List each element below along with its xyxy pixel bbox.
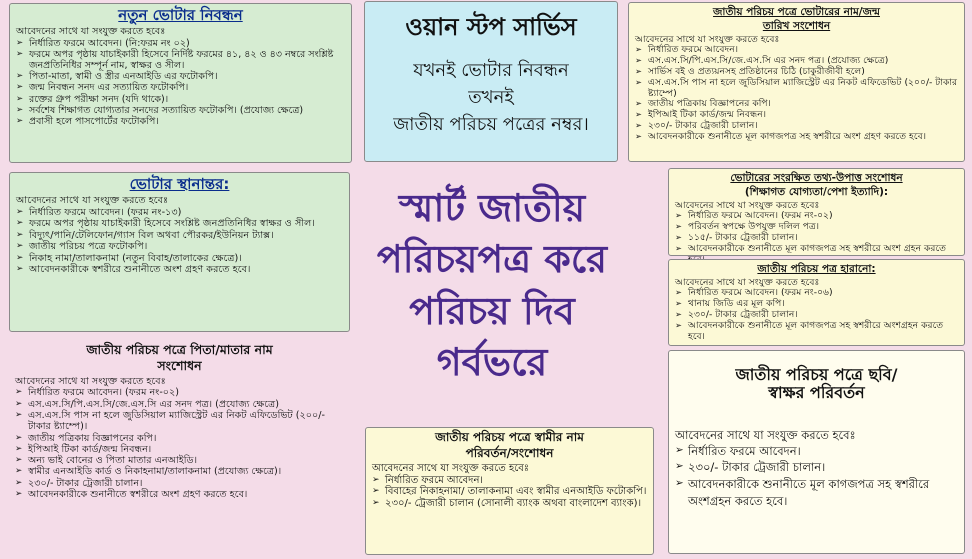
list-item: ➢ এস.এস.সি পাস না হলে জুডিসিয়াল ম্যাজিস্ট্রেট এর নিকট এফিডেভিট (২০০/-টাকার ষ্ট্যাম্পে)। [15,410,344,433]
list-item: ➢ আবেদনকারীকে শুনানীতে মূল কাগজপত্র সহ স্বশরীরে অংশগ্রহন করতে হবে। [675,321,958,343]
list-item: ➢ এস.এস.সি/পি.এস.সি/জে.এস.সি এর সনদ পত্র। (প্রযোজ্য ক্ষেত্রে) [635,56,958,67]
education-correction-box [668,168,965,256]
list-item: ➢ নির্ধারিত ফরমে আবেদন। [372,475,647,487]
list-item: ➢ ইপিআই টিকা কার্ড/জন্ম নিবন্ধন। [15,444,344,455]
list-item: ➢ এস.এস.সি/পি.এস.সি/জে.এস.সি এর সনদ পত্র। (প্রযোজ্য ক্ষেত্রে) [15,399,344,410]
list-item: ➢ পরিবর্তন স্বপক্ষে উপযুক্ত দলিল পত্র। [675,222,958,233]
list-item: ➢ এস.এস.সি পাস না হলে জুডিসিয়াল ম্যাজিস্ট্রেট এর নিকট এফিডেভিট (২০০/- টাকার ষ্ট্যাম্পে) [635,78,958,100]
slogan-line: পরিচয় দিব [409,288,575,333]
voter-transfer-intro: আবেদনের সাথে যা সংযুক্ত করতে হবেঃ [16,195,169,207]
new-voter-registration-box [9,3,352,163]
list-item: ➢ রক্তের গ্রুপ পরীক্ষা সনদ (যদি থাকে)। [16,94,345,105]
name-dob-intro: আবেদনের সাথে যা সংযুক্ত করতে হবেঃ [635,34,780,46]
list-item: ➢ ১১৫/- টাকার ট্রেজারী চালান। [675,233,958,244]
list-item: ➢ ২৩০/- টাকার ট্রেজারী চালান। [675,310,958,321]
parent-name-title-line1: জাতীয় পরিচয় পত্রে পিতা/মাতার নাম [86,342,273,357]
list-item: ➢ নির্ধারিত ফরমে আবেদন। (ফরম নং-০২) [675,211,958,222]
photo-sign-title-line1: জাতীয় পরিচয় পত্রে ছবি/ [735,365,898,384]
list-item: ➢ স্বামীর এনআইডি কার্ড ও নিকাহনামা/তালাকনামা (প্রযোজ্য ক্ষেত্রে)। [15,466,344,477]
list-item: ➢ আবেদনকারীকে স্বশরীরে শুনানীতে অংশ গ্রহণ করতে হবে। [16,264,343,275]
list-item: ➢ নিকাহ নামা/তালাকনামা (নতুন বিবাহ/তালাকের ক্ষেত্রে)। [16,253,343,264]
husband-title-line2: পরিবর্তন/সংশোধন [465,445,554,460]
list-item: ➢ জন্ম নিবন্ধন সনদ এর সত্যায়িত ফটোকপি। [16,82,345,93]
list-item: ➢ নির্ধারিত ফরমে আবেদন। [635,45,958,56]
one-stop-title: ওয়ান স্টপ সার্ভিস [405,13,577,41]
list-item: ➢ সর্বশেষ শিক্ষাগত যোগ্যতার সনদের সত্যায়িত ফটোকপি। (প্রযোজ্য ক্ষেত্রে) [16,105,345,116]
one-stop-line: যখনই ভোটার নিবন্ধন [413,60,569,81]
parent-name-intro: আবেদনের সাথে যা সংযুক্ত করতে হবেঃ [15,375,166,387]
list-item: ➢ নির্ধারিত ফরমে আবেদন। (ফরম নং-০৬) [675,288,958,299]
new-voter-list [16,38,345,128]
list-item: ➢ ইপিআই টিকা কার্ড/জন্ম নিবন্ধন। [635,110,958,121]
list-item: ➢ পিতা-মাতা, স্বামী ও স্ত্রীর এনআইডি এর ফটোকপি। [16,71,345,82]
list-item: ➢ ২৩০/- টাকার ট্রেজারী চালান। [635,121,958,132]
education-intro: আবেদনের সাথে যা সংযুক্ত করতে হবেঃ [675,200,820,212]
new-voter-intro: আবেদনের সাথে যা সংযুক্ত করতে হবেঃ [16,26,166,38]
list-item: ➢ আবেদনকারীকে শুনানীতে স্বশরীরে অংশ গ্রহণ করতে হবে। [15,489,344,500]
list-item: ➢ আবেদনকারীকে শুনানীতে মূল কাগজপত্র সহ স্বশরীরে অংশ গ্রহণ করতে হবে। [635,132,958,143]
lost-nid-box [668,259,965,346]
parent-name-list [15,387,344,500]
list-item: ➢ থানায় জিডি এর মূল কপি। [675,299,958,310]
list-item: ➢ বিদ্যুৎ/পানি/টেলিফোন/গ্যাস বিল অথবা পৌরকর/ইউনিয়ন ট্যাক্স। [16,230,343,241]
voter-transfer-box [9,172,350,332]
new-voter-title: নতুন ভোটার নিবন্ধন [118,6,243,24]
list-item: ➢ ২৩০/- টাকার ট্রেজারী চালান। [675,459,958,476]
slogan-line: পরিচয়পত্র করে [376,237,608,282]
list-item: ➢ ২৩০/- টাকার ট্রেজারী চালান। [15,478,344,489]
education-title-line2: (শিক্ষাগত যোগ্যতা/পেশা ইত্যাদি): [744,186,889,199]
list-item: ➢ নির্ধারিত ফরমে আবেদন। (ফরম নং-০২) [15,387,344,398]
list-item: ➢ নির্ধারিত ফরমে আবেদন। (নি:ফরম নং ০২) [16,38,345,49]
one-stop-line: তখনই [468,87,514,108]
husband-name-change-box [365,427,654,555]
list-item: ➢ আবেদনকারীকে শুনানীতে মূল কাগজপত্র সহ স্বশরীরে অংশগ্রহন করতে হবে। [675,476,958,509]
list-item: ➢ অন্য ভাই বোনের ও পিতা মাতার এনআইডি। [15,455,344,466]
photo-signature-change-box [668,350,965,554]
husband-title-line1: জাতীয় পরিচয় পত্রে স্বামীর নাম [435,430,584,444]
education-title-line1: ভোটারের সংরক্ষিত তথ্য-উপাত্ত সংশোধন [730,172,903,184]
parent-name-correction-box [9,340,350,554]
photo-sign-title-line2: স্বাক্ষর পরিবর্তন [768,383,865,403]
lost-nid-intro: আবেদনের সাথে যা সংযুক্ত করতে হবেঃ [675,277,820,289]
name-dob-title-line2: তারিখ সংশোধন [762,20,831,33]
name-dob-list [635,45,958,143]
voter-transfer-list [16,207,343,276]
list-item: ➢ জাতীয় পত্রিকায় বিজ্ঞাপনের কপি। [15,433,344,444]
name-dob-title-line1: জাতীয় পরিচয় পত্রে ভোটারের নাম/জন্ম [713,6,880,18]
slogan-line: গর্বভরে [436,339,548,384]
list-item: ➢ বিবাহের নিকাহনামা/ তালাকনামা এবং স্বামীর এনআইডি ফটোকপি। [372,486,647,498]
list-item: ➢ জাতীয় পত্রিকায় বিজ্ঞাপনের কপি। [635,99,958,110]
education-list [675,211,958,265]
list-item: ➢ আবেদনকারীকে শুনানীতে মূল কাগজপত্র সহ স্বশরীরে অংশ গ্রহন করতে [675,244,958,266]
photo-sign-title [675,366,958,403]
slogan-line: স্মার্ট জাতীয় [398,186,586,230]
list-item: ➢ ২৩০/- ট্রেজারী চালান (সোনালী ব্যাংক অথবা বাংলাদেশ ব্যাংক)। [372,498,647,510]
list-item: ➢ নির্ধারিত ফরমে আবেদন। (ফরম নং-১৩) [16,207,343,218]
lost-nid-list [675,288,958,342]
photo-sign-list [675,443,958,510]
photo-sign-intro: আবেদনের সাথে যা সংযুক্ত করতে হবেঃ [675,427,856,442]
list-item: ➢ ফরমে অপর পৃষ্ঠায় যাচাইকারী হিসেবে নির্দিষ্ট ফরমের ৪১, ৪২ ও ৪৩ নম্বরে সংশ্লিষ্ট জনপ্রতিনিধির সম্পূর্ন নাম, স্বাক্ষর ও সীল। [16,49,345,71]
list-item: ➢ সার্ভিস বই ও প্রত্যয়নসহ প্রতিষ্ঠানের চিঠি (চাকুরীজীবী হলে) [635,67,958,78]
one-stop-service-box [364,1,618,162]
parent-name-title-line2: সংশোধন [157,358,202,374]
husband-list [372,475,647,510]
list-item: ➢ প্রবাসী হলে পাসপোর্টের ফটোকপি। [16,116,345,127]
lost-nid-title: জাতীয় পরিচয় পত্র হারানো: [757,263,876,275]
list-item: ➢ ফরমে অপর পৃষ্ঠায় যাচাইকারী হিসেবে সংশ্লিষ্ট জনপ্রতিনিধির স্বাক্ষর ও সীল। [16,218,343,229]
voter-transfer-title: ভোটার স্থানান্তর: [129,175,230,193]
one-stop-line: জাতীয় পরিচয় পত্রের নম্বর। [393,114,589,135]
name-dob-correction-box [628,2,965,162]
list-item: ➢ নির্ধারিত ফরমে আবেদন। [675,443,958,460]
center-slogan [356,183,628,413]
husband-intro: আবেদনের সাথে যা সংযুক্ত করতে হবেঃ [372,462,530,474]
list-item: ➢ জাতীয় পরিচয় পত্রে ফটোকপি। [16,241,343,252]
